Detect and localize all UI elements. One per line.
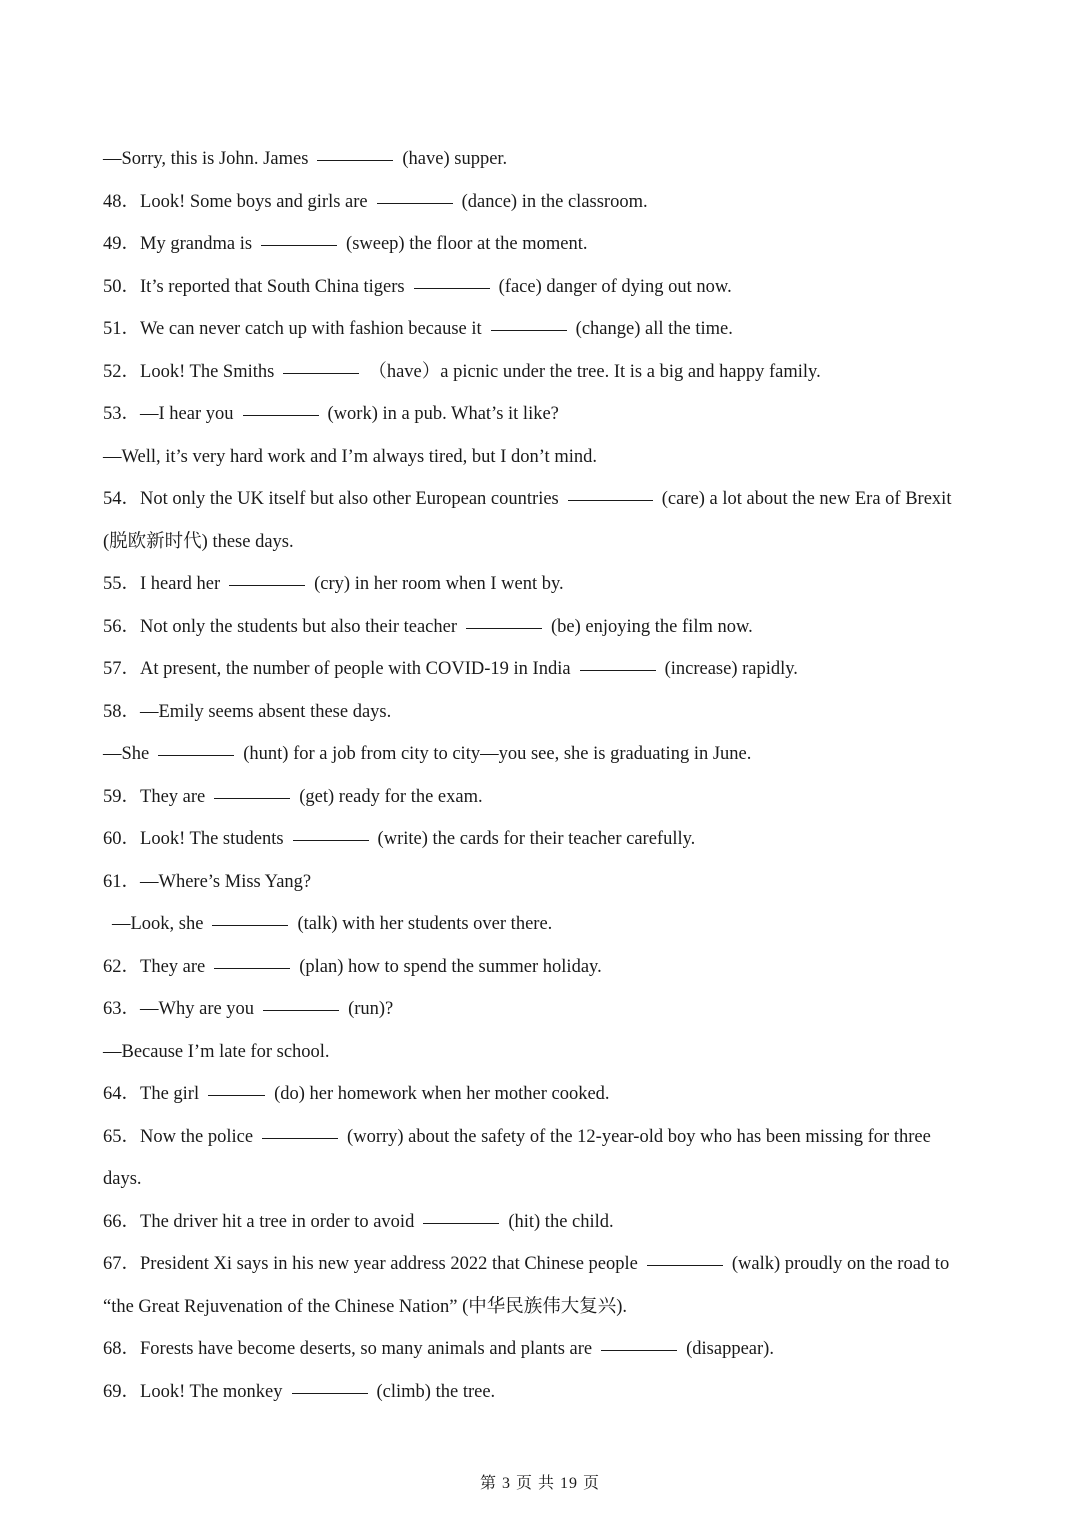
hint-text: (change) all the time. bbox=[575, 319, 733, 339]
question-number: 68． bbox=[103, 1339, 141, 1359]
prompt-text: At present, the number of people with COVID-19 in India bbox=[140, 659, 571, 679]
question-line bbox=[103, 606, 983, 649]
text-line bbox=[103, 733, 983, 776]
answer-blank[interactable] bbox=[261, 244, 337, 246]
prompt-text: They are bbox=[140, 956, 206, 977]
answer-blank[interactable] bbox=[293, 839, 369, 841]
answer-blank[interactable] bbox=[580, 669, 656, 671]
answer-blank[interactable] bbox=[377, 202, 453, 204]
prompt-text: Look! The Smiths bbox=[140, 361, 275, 382]
text-line bbox=[103, 521, 983, 564]
answer-blank[interactable] bbox=[243, 414, 319, 416]
hint-text: (increase) rapidly. bbox=[664, 659, 798, 679]
question-number: 64． bbox=[103, 1084, 141, 1104]
question-line bbox=[103, 223, 983, 266]
prompt-text: Look! Some boys and girls are bbox=[140, 191, 368, 212]
question-number: 62． bbox=[103, 956, 141, 977]
answer-blank[interactable] bbox=[158, 754, 234, 756]
question-number: 54． bbox=[103, 489, 141, 509]
prompt-text: Now the police bbox=[140, 1126, 254, 1147]
question-number: 66． bbox=[103, 1211, 141, 1232]
hint-text: (hit) the child. bbox=[508, 1211, 614, 1232]
question-line bbox=[103, 563, 983, 606]
answer-blank[interactable] bbox=[568, 499, 653, 501]
prompt-text: —Why are you bbox=[140, 999, 255, 1019]
hint-text: (disappear). bbox=[686, 1339, 774, 1359]
answer-blank[interactable] bbox=[283, 372, 359, 374]
prompt-text: —She bbox=[103, 744, 150, 764]
line-text: —Well, it’s very hard work and I’m always tired, but I don’t mind. bbox=[103, 446, 597, 467]
prompt-text: —I hear you bbox=[140, 404, 234, 424]
answer-blank[interactable] bbox=[212, 924, 288, 926]
hint-text: (care) a lot about the new Era of Brexit bbox=[661, 489, 952, 509]
answer-blank[interactable] bbox=[491, 329, 567, 331]
line-text: “the Great Rejuvenation of the Chinese Nation” (中华民族伟大复兴). bbox=[103, 1296, 628, 1317]
hint-text: (have) supper. bbox=[402, 149, 508, 169]
prompt-text: Forests have become deserts, so many animals and plants are bbox=[140, 1339, 593, 1359]
answer-blank[interactable] bbox=[423, 1222, 499, 1224]
question-number: 53． bbox=[103, 404, 141, 424]
text-line bbox=[103, 1031, 983, 1074]
question-number: 52． bbox=[103, 361, 141, 382]
question-line bbox=[103, 1116, 983, 1159]
question-number: 59． bbox=[103, 786, 141, 807]
hint-text: (worry) about the safety of the 12-year-old boy who has been missing for three bbox=[347, 1126, 931, 1147]
question-number: 57． bbox=[103, 659, 141, 679]
answer-blank[interactable] bbox=[262, 1137, 338, 1139]
line-text: —Because I’m late for school. bbox=[103, 1041, 330, 1062]
prompt-text: The girl bbox=[140, 1084, 200, 1104]
question-line bbox=[103, 478, 983, 521]
prompt-text: Not only the students but also their teacher bbox=[140, 616, 458, 637]
text-line bbox=[103, 138, 983, 181]
hint-text: (cry) in her room when I went by. bbox=[314, 574, 564, 594]
prompt-text: —Look, she bbox=[112, 914, 204, 934]
question-line bbox=[103, 181, 983, 224]
answer-blank[interactable] bbox=[647, 1264, 723, 1266]
question-line bbox=[103, 266, 983, 309]
prompt-text: I heard her bbox=[140, 574, 221, 594]
text-line bbox=[103, 691, 983, 734]
question-line bbox=[103, 1371, 983, 1414]
question-number: 50． bbox=[103, 276, 141, 297]
question-number: 51． bbox=[103, 319, 141, 339]
question-number: 48． bbox=[103, 191, 141, 212]
hint-text: (walk) proudly on the road to bbox=[731, 1254, 950, 1274]
question-number: 60． bbox=[103, 829, 141, 849]
text-line bbox=[103, 1158, 983, 1201]
hint-text: (do) her homework when her mother cooked. bbox=[274, 1084, 610, 1104]
prompt-text: —Sorry, this is John. James bbox=[103, 149, 309, 169]
answer-blank[interactable] bbox=[466, 627, 542, 629]
question-line bbox=[103, 648, 983, 691]
hint-text: (dance) in the classroom. bbox=[461, 191, 648, 212]
page-footer: 第 3 页 共 19 页 bbox=[479, 1475, 600, 1492]
hint-text: (sweep) the floor at the moment. bbox=[346, 234, 588, 254]
hint-text: (write) the cards for their teacher carefully. bbox=[377, 829, 696, 849]
line-text: 58．—Emily seems absent these days. bbox=[103, 701, 392, 722]
text-line bbox=[103, 861, 983, 904]
prompt-text: It’s reported that South China tigers bbox=[140, 276, 405, 297]
text-line bbox=[103, 436, 983, 479]
hint-text: (plan) how to spend the summer holiday. bbox=[299, 956, 602, 977]
hint-text: (run)? bbox=[348, 999, 394, 1019]
prompt-text: Look! The monkey bbox=[140, 1381, 283, 1402]
question-line bbox=[103, 393, 983, 436]
hint-text: （have）a picnic under the tree. It is a big and happy family. bbox=[368, 361, 821, 382]
question-line bbox=[103, 946, 983, 989]
prompt-text: We can never catch up with fashion because it bbox=[140, 319, 482, 339]
hint-text: (talk) with her students over there. bbox=[297, 914, 553, 934]
question-line bbox=[103, 308, 983, 351]
answer-blank[interactable] bbox=[292, 1392, 368, 1394]
text-line bbox=[103, 903, 983, 946]
answer-blank[interactable] bbox=[263, 1009, 339, 1011]
hint-text: (get) ready for the exam. bbox=[299, 786, 483, 807]
answer-blank[interactable] bbox=[229, 584, 305, 586]
hint-text: (face) danger of dying out now. bbox=[498, 276, 732, 297]
line-text: days. bbox=[103, 1169, 142, 1189]
question-line bbox=[103, 776, 983, 819]
question-number: 67． bbox=[103, 1254, 141, 1274]
prompt-text: Not only the UK itself but also other European countries bbox=[140, 489, 559, 509]
question-number: 55． bbox=[103, 574, 141, 594]
question-line bbox=[103, 988, 983, 1031]
prompt-text: They are bbox=[140, 786, 206, 807]
question-number: 69． bbox=[103, 1381, 141, 1402]
answer-blank[interactable] bbox=[208, 1094, 265, 1096]
hint-text: (climb) the tree. bbox=[376, 1381, 496, 1402]
question-line bbox=[103, 1201, 983, 1244]
answer-blank[interactable] bbox=[214, 797, 290, 799]
question-line bbox=[103, 1073, 983, 1116]
answer-blank[interactable] bbox=[214, 967, 290, 969]
question-line bbox=[103, 818, 983, 861]
question-number: 49． bbox=[103, 234, 141, 254]
line-text: (脱欧新时代) these days. bbox=[103, 531, 294, 552]
question-number: 65． bbox=[103, 1126, 141, 1147]
question-number: 63． bbox=[103, 999, 141, 1019]
question-line bbox=[103, 351, 983, 394]
hint-text: (hunt) for a job from city to city—you see, she is graduating in June. bbox=[243, 744, 752, 764]
answer-blank[interactable] bbox=[317, 159, 393, 161]
answer-blank[interactable] bbox=[601, 1349, 677, 1351]
prompt-text: President Xi says in his new year address 2022 that Chinese people bbox=[140, 1254, 638, 1274]
prompt-text: My grandma is bbox=[140, 234, 253, 254]
prompt-text: The driver hit a tree in order to avoid bbox=[140, 1211, 415, 1232]
hint-text: (be) enjoying the film now. bbox=[551, 616, 753, 637]
text-line bbox=[103, 1286, 983, 1329]
answer-blank[interactable] bbox=[414, 287, 490, 289]
exercise-list bbox=[103, 138, 983, 1413]
hint-text: (work) in a pub. What’s it like? bbox=[327, 404, 559, 424]
line-text: 61．—Where’s Miss Yang? bbox=[103, 871, 312, 892]
question-number: 56． bbox=[103, 616, 141, 637]
question-line bbox=[103, 1243, 983, 1286]
question-line bbox=[103, 1328, 983, 1371]
prompt-text: Look! The students bbox=[140, 829, 284, 849]
